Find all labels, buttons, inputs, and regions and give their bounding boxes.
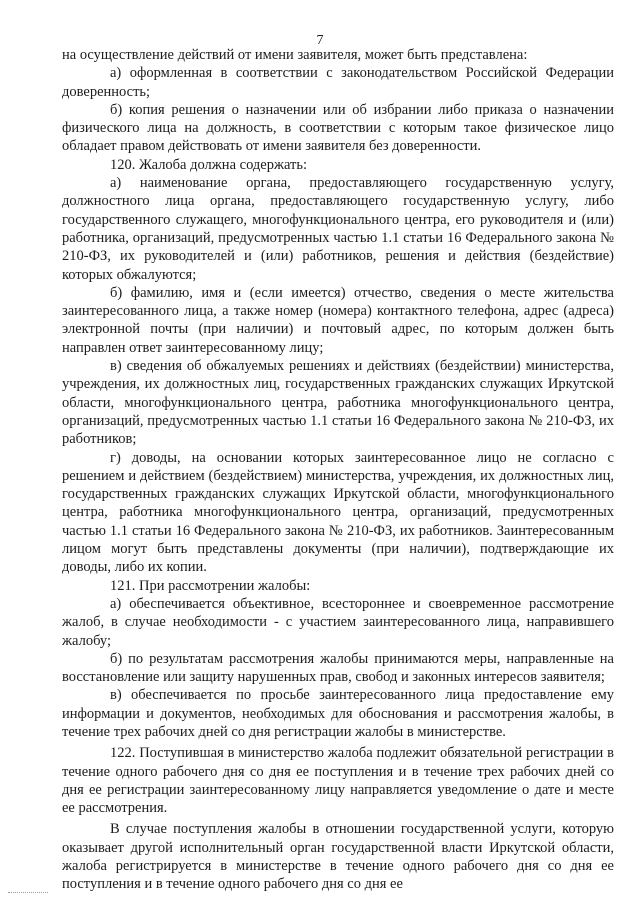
paragraph-clause-120-item-g: г) доводы, на основании которых заинтересованное лицо не согласно с решением и действием (бездействием) министерства, учреждения, их должностных лиц, государственных гражданских служащих Иркутской области, многофункционального центра, работника многофункционального центра, организаций, предусмотренных частью 1.1 статьи 16 Федерального закона № 210-ФЗ, их работников. Заинтересованным лицом могут быть представлены документы (при наличии), подтверждающие их доводы, либо их копии. [62,449,614,576]
paragraph-clause-122-other-authority: В случае поступления жалобы в отношении государственной услуги, которую оказывает другой исполнительный орган государственной власти Иркутской области, жалоба регистрируется в министерстве в течение одного рабочего дня со дня ее поступления и в течение одного рабочего дня со дня ее [62,821,614,893]
paragraph-continuation: на осуществление действий от имени заявителя, может быть представлена: [62,47,528,63]
paragraph-clause-121-item-v: в) обеспечивается по просьбе заинтересованного лица предоставление ему информации и документов, необходимых для обоснования и рассмотрения жалобы, в течение трех рабочих дней со дня регистрации жалобы в министерстве. [62,687,614,740]
paragraph-item-a-power-of-attorney: а) оформленная в соответствии с законодательством Российской Федерации доверенность; [62,65,614,100]
paragraph-clause-121: 121. При рассмотрении жалобы: [110,577,311,594]
page-number: 7 [316,33,324,48]
scan-edge-mark [8,892,48,893]
paragraph-clause-120-item-a: а) наименование органа, предоставляющего государственную услугу, должностного лица органа, предоставляющего государственную услугу, либо государственного служащего, многофункционального центра, его руководителя и (или) работника, организаций, предусмотренных частью 1.1 статьи 16 Федерального закона № 210-ФЗ, их руководителей и (или) работников, решения и действия (бездействие) которых обжалуются; [62,175,614,283]
paragraph-clause-120-item-b: б) фамилию, имя и (если имеется) отчество, сведения о месте жительства заинтересованного лица, а также номер (номера) контактного телефона, адрес (адреса) электронной почты (при наличии) и почтовый адрес, по которым должен быть направлен ответ заинтересованному лицу; [62,284,614,356]
paragraph-item-b-appointment-copy: б) копия решения о назначении или об избрании либо приказа о назначении физического лица на должность, в соответствии с которым такое физическое лицо обладает правом действовать от имени заявителя без доверенности. [62,101,614,155]
paragraph-clause-121-item-a: а) обеспечивается объективное, всестороннее и своевременное рассмотрение жалоб, в случае необходимости - с участием заинтересованного лица, направившего жалобу; [62,595,614,649]
paragraph-clause-121-item-b: б) по результатам рассмотрения жалобы принимаются меры, направленные на восстановление или защиту нарушенных прав, свобод и законных интересов заявителя; [62,650,614,686]
paragraph-clause-122: 122. Поступившая в министерство жалоба подлежит обязательной регистрации в течение одного рабочего дня со дня ее поступления и в течение трех рабочих дней со дня ее регистрации заинтересованному лицу направляется уведомление о дате и месте ее рассмотрения. [62,745,614,817]
paragraph-clause-120: 120. Жалоба должна содержать: [110,156,308,173]
paragraph-clause-120-item-v: в) сведения об обжалуемых решениях и действиях (бездействии) министерства, учреждения, их должностных лиц, государственных гражданских служащих Иркутской области, многофункционального центра, работника многофункционального центра, организаций, предусмотренных частью 1.1 статьи 16 Федерального закона № 210-ФЗ, их работников; [62,358,614,448]
document-body [62,46,614,894]
